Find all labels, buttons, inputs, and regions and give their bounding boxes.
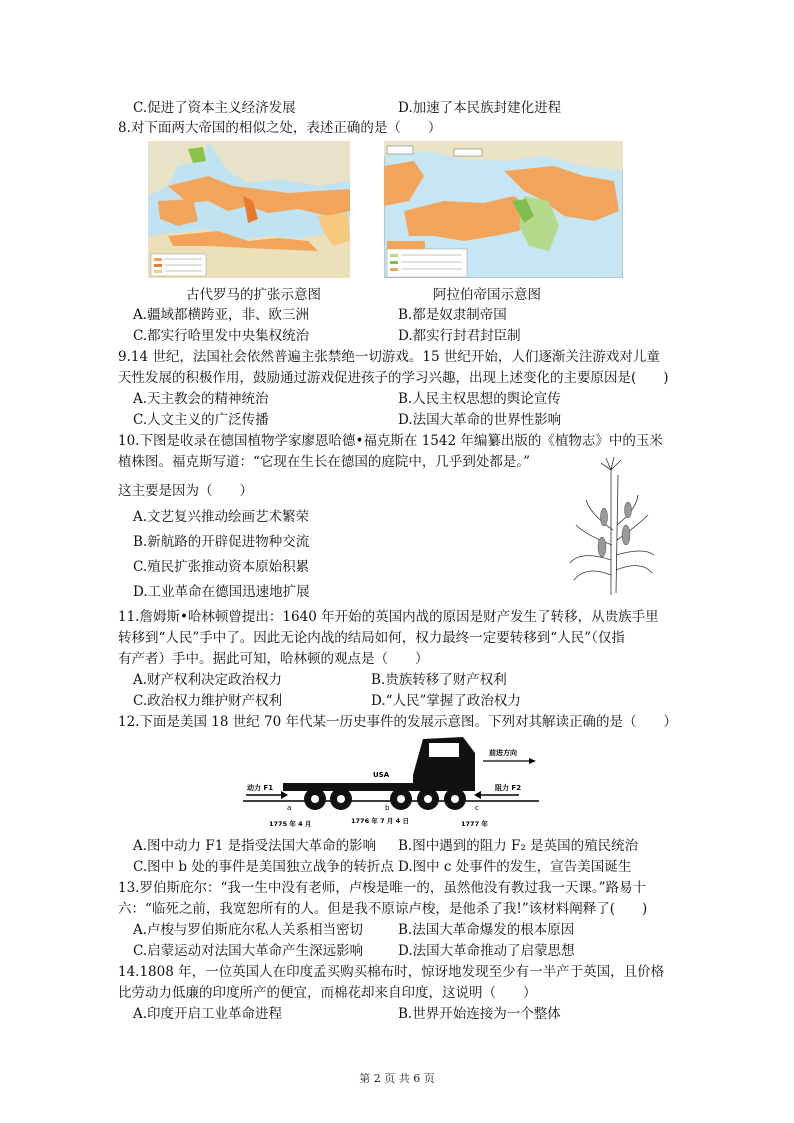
q10-option-a: A.文艺复兴推动绘画艺术繁荣 bbox=[133, 509, 310, 525]
arab-map-image bbox=[384, 141, 623, 278]
q9-stem-line1: 9.14 世纪，法国社会依然普遍主张禁绝一切游戏。15 世纪开始，人们逐渐关注游戏对儿童 bbox=[118, 349, 660, 365]
q11-stem-line1: 11.詹姆斯•哈林顿曾提出：1640 年开始的英国内战的原因是财产发生了转移，从贵族手里 bbox=[118, 609, 659, 625]
q11-option-a: A.财产权利决定政治权力 bbox=[133, 672, 283, 688]
q13-option-a: A.卢梭与罗伯斯庇尔私人关系相当密切 bbox=[133, 922, 364, 938]
q12-option-b: B.图中遇到的阻力 F₂ 是英国的殖民统治 bbox=[398, 838, 639, 854]
q7-option-c: C.促进了资本主义经济发展 bbox=[133, 100, 296, 116]
q10-stem-line1: 10.下图是收录在德国植物学家廖恩哈德•福克斯在 1542 年编纂出版的《植物志》中的玉米 bbox=[118, 433, 663, 449]
q12-option-a: A.图中动力 F1 是指受法国大革命的影响 bbox=[133, 838, 377, 854]
arab-map-caption: 阿拉伯帝国示意图 bbox=[433, 287, 541, 303]
q7-option-d: D.加速了本民族封建化进程 bbox=[398, 100, 562, 116]
date-b-label: 1776 年 7 月 4 日 bbox=[351, 817, 409, 825]
force-f2-label: 阻力 F2 bbox=[495, 784, 522, 792]
point-c-label: c bbox=[475, 804, 479, 812]
q9-option-b: B.人民主权思想的舆论宣传 bbox=[398, 391, 561, 407]
arab-map bbox=[384, 141, 623, 278]
direction-label: 前进方向 bbox=[489, 749, 517, 757]
q8-option-a: A.疆域都横跨亚，非、欧三洲 bbox=[133, 307, 310, 323]
q12-stem: 12.下面是美国 18 世纪 70 年代某一历史事件的发展示意图。下列对其解读正确的是（ ） bbox=[118, 714, 677, 730]
q12-option-c: C.图中 b 处的事件是美国独立战争的转折点 bbox=[133, 859, 394, 875]
force-f1-label: 动力 F1 bbox=[247, 784, 274, 792]
truck-window bbox=[429, 743, 459, 757]
roman-map-image bbox=[148, 141, 350, 278]
corn-plant-illustration bbox=[566, 455, 656, 595]
q10-option-d: D.工业革命在德国迅速地扩展 bbox=[133, 584, 310, 600]
q13-option-d: D.法国大革命推动了启蒙思想 bbox=[398, 943, 575, 959]
point-a-label: a bbox=[287, 804, 292, 812]
truck-usa-label: USA bbox=[373, 771, 390, 779]
q11-option-b: B.贵族转移了财产权利 bbox=[371, 672, 507, 688]
corn-plant-image bbox=[566, 455, 656, 595]
q13-stem-line1: 13.罗伯斯庇尔：“我一生中没有老师，卢梭是唯一的，虽然他没有教过我一天课。”路易十 bbox=[118, 880, 647, 896]
q9-option-d: D.法国大革命的世界性影响 bbox=[398, 412, 562, 428]
q9-stem-line2: 天性发展的积极作用，鼓励通过游戏促进孩子的学习兴趣，出现上述变化的主要原因是( ) bbox=[118, 370, 669, 386]
page-footer: 第 2 页 共 6 页 bbox=[359, 1072, 435, 1085]
roman-map-caption: 古代罗马的扩张示意图 bbox=[186, 287, 321, 303]
q10-stem-line3: 这主要是因为（ ） bbox=[118, 483, 253, 499]
q9-option-c: C.人文主义的广泛传播 bbox=[133, 412, 269, 428]
truck-diagram-image bbox=[243, 733, 539, 833]
q13-option-b: B.法国大革命爆发的根本原因 bbox=[398, 922, 575, 938]
q8-option-d: D.都实行封君封臣制 bbox=[398, 328, 521, 344]
q8-stem: 8.对下面两大帝国的相似之处，表述正确的是（ ） bbox=[118, 120, 442, 136]
truck-diagram bbox=[243, 733, 539, 833]
date-a-label: 1775 年 4 月 bbox=[269, 820, 312, 828]
point-b-label: b bbox=[385, 804, 390, 812]
q10-option-c: C.殖民扩张推动资本原始积累 bbox=[133, 559, 310, 575]
q14-stem-line2: 比劳动力低廉的印度所产的便宜，而棉花却来自印度，这说明（ ） bbox=[118, 985, 537, 1001]
q11-stem-line3: 有产者）手中。据此可知，哈林顿的观点是（ ） bbox=[118, 651, 429, 667]
roman-map bbox=[148, 141, 350, 278]
q10-stem-line2: 植株图。福克斯写道：“它现在生长在德国的庭院中，几乎到处都是。” bbox=[118, 454, 531, 470]
q13-option-c: C.启蒙运动对法国大革命产生深远影响 bbox=[133, 943, 364, 959]
q11-stem-line2: 转移到“人民”手中了。因此无论内战的结局如何，权力最终一定要转移到“人民”（仅指 bbox=[118, 630, 625, 646]
q14-stem-line1: 14.1808 年，一位英国人在印度孟买购买棉布时，惊讶地发现至少有一半产于英国，且价格 bbox=[118, 964, 665, 980]
q14-option-b: B.世界开始连接为一个整体 bbox=[398, 1006, 561, 1022]
q14-option-a: A.印度开启工业革命进程 bbox=[133, 1006, 283, 1022]
q8-option-c: C.都实行哈里发中央集权统治 bbox=[133, 328, 310, 344]
date-c-label: 1777 年 bbox=[461, 820, 488, 828]
q12-option-d: D.图中 c 处事件的发生，宣告美国诞生 bbox=[398, 859, 632, 875]
q8-option-b: B.都是奴隶制帝国 bbox=[398, 307, 507, 323]
q11-option-d: D.“人民”掌握了政治权力 bbox=[371, 693, 521, 709]
q9-option-a: A.天主教会的精神统治 bbox=[133, 391, 269, 407]
q11-option-c: C.政治权力维护财产权利 bbox=[133, 693, 283, 709]
q13-stem-line2: 六：“临死之前，我宽恕所有的人。但是我不原谅卢梭，是他杀了我!”该材料阐释了( ) bbox=[118, 901, 648, 917]
q10-option-b: B.新航路的开辟促进物种交流 bbox=[133, 534, 310, 550]
